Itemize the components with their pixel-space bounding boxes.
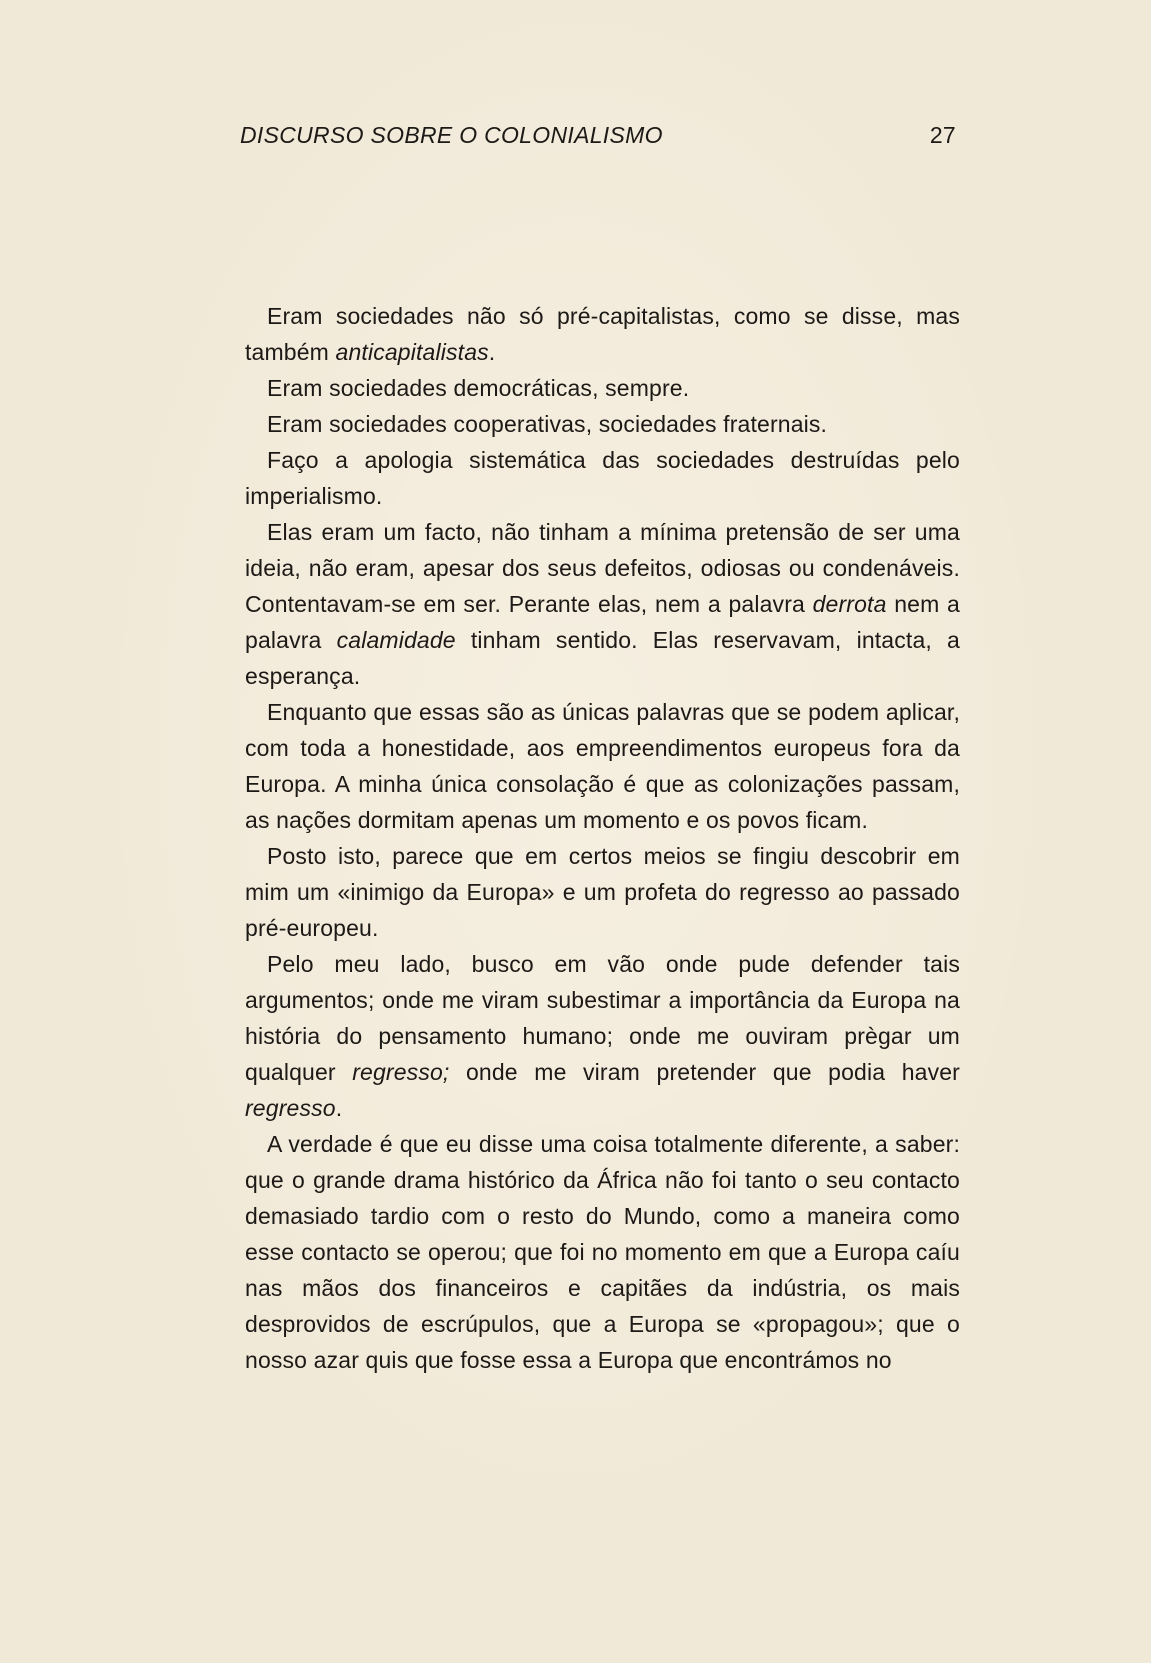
paragraph-7: Posto isto, parece que em certos meios se fingiu descobrir em mim um «inimigo da Europa» e um profeta do regresso ao passado pré-europeu. — [245, 843, 960, 941]
emphasis-anticapitalistas: anticapitalistas — [335, 339, 489, 365]
paragraph-4: Faço a apologia sistemática das sociedades destruídas pelo imperialismo. — [245, 447, 960, 509]
running-head — [240, 122, 956, 156]
paragraph-9: A verdade é que eu disse uma coisa totalmente diferente, a saber: que o grande drama histórico da África não foi tanto o seu contacto demasiado tardio com o resto do Mundo, como a maneira como esse contacto se operou; que foi no momento em que a Europa caíu nas mãos dos financeiros e capitães da indústria, os mais desprovidos de escrúpulos, que a Europa se «propagou»; que o nosso azar quis que fosse essa a Europa que encontrámos no — [245, 1131, 960, 1373]
page-number: 27 — [929, 122, 956, 148]
emphasis-derrota: derrota — [812, 591, 887, 617]
paragraph-8: Pelo meu lado, busco em vão onde pude defender tais argumentos; onde me viram subestimar a importância da Europa na história do pensamento humano; onde me ouviram prègar um qualquer regresso; onde me viram pretender que podia haver regresso. — [245, 951, 960, 1121]
paragraph-6: Enquanto que essas são as únicas palavras que se podem aplicar, com toda a honestidade, aos empreendimentos europeus fora da Europa. A minha única consolação é que as colonizações passam, as nações dormitam apenas um momento e os povos ficam. — [245, 699, 960, 833]
paragraph-1: Eram sociedades não só pré-capitalistas, como se disse, mas também anticapitalistas. — [245, 303, 960, 365]
paragraph-3: Eram sociedades cooperativas, sociedades fraternais. — [267, 411, 828, 437]
paragraph-5: Elas eram um facto, não tinham a mínima pretensão de ser uma ideia, não eram, apesar dos seus defeitos, odiosas ou condenáveis. Contentavam-se em ser. Perante elas, nem a palavra derrota nem a palavra calamidade tinham sentido. Elas reservavam, intacta, a esperança. — [245, 519, 960, 689]
emphasis-regresso-1: regresso; — [352, 1059, 450, 1085]
paragraph-2: Eram sociedades democráticas, sempre. — [267, 375, 690, 401]
emphasis-regresso-2: regresso — [245, 1095, 336, 1121]
emphasis-calamidade: calamidade — [336, 627, 456, 653]
body-text — [245, 298, 960, 1378]
running-title: DISCURSO SOBRE O COLONIALISMO — [240, 122, 663, 148]
